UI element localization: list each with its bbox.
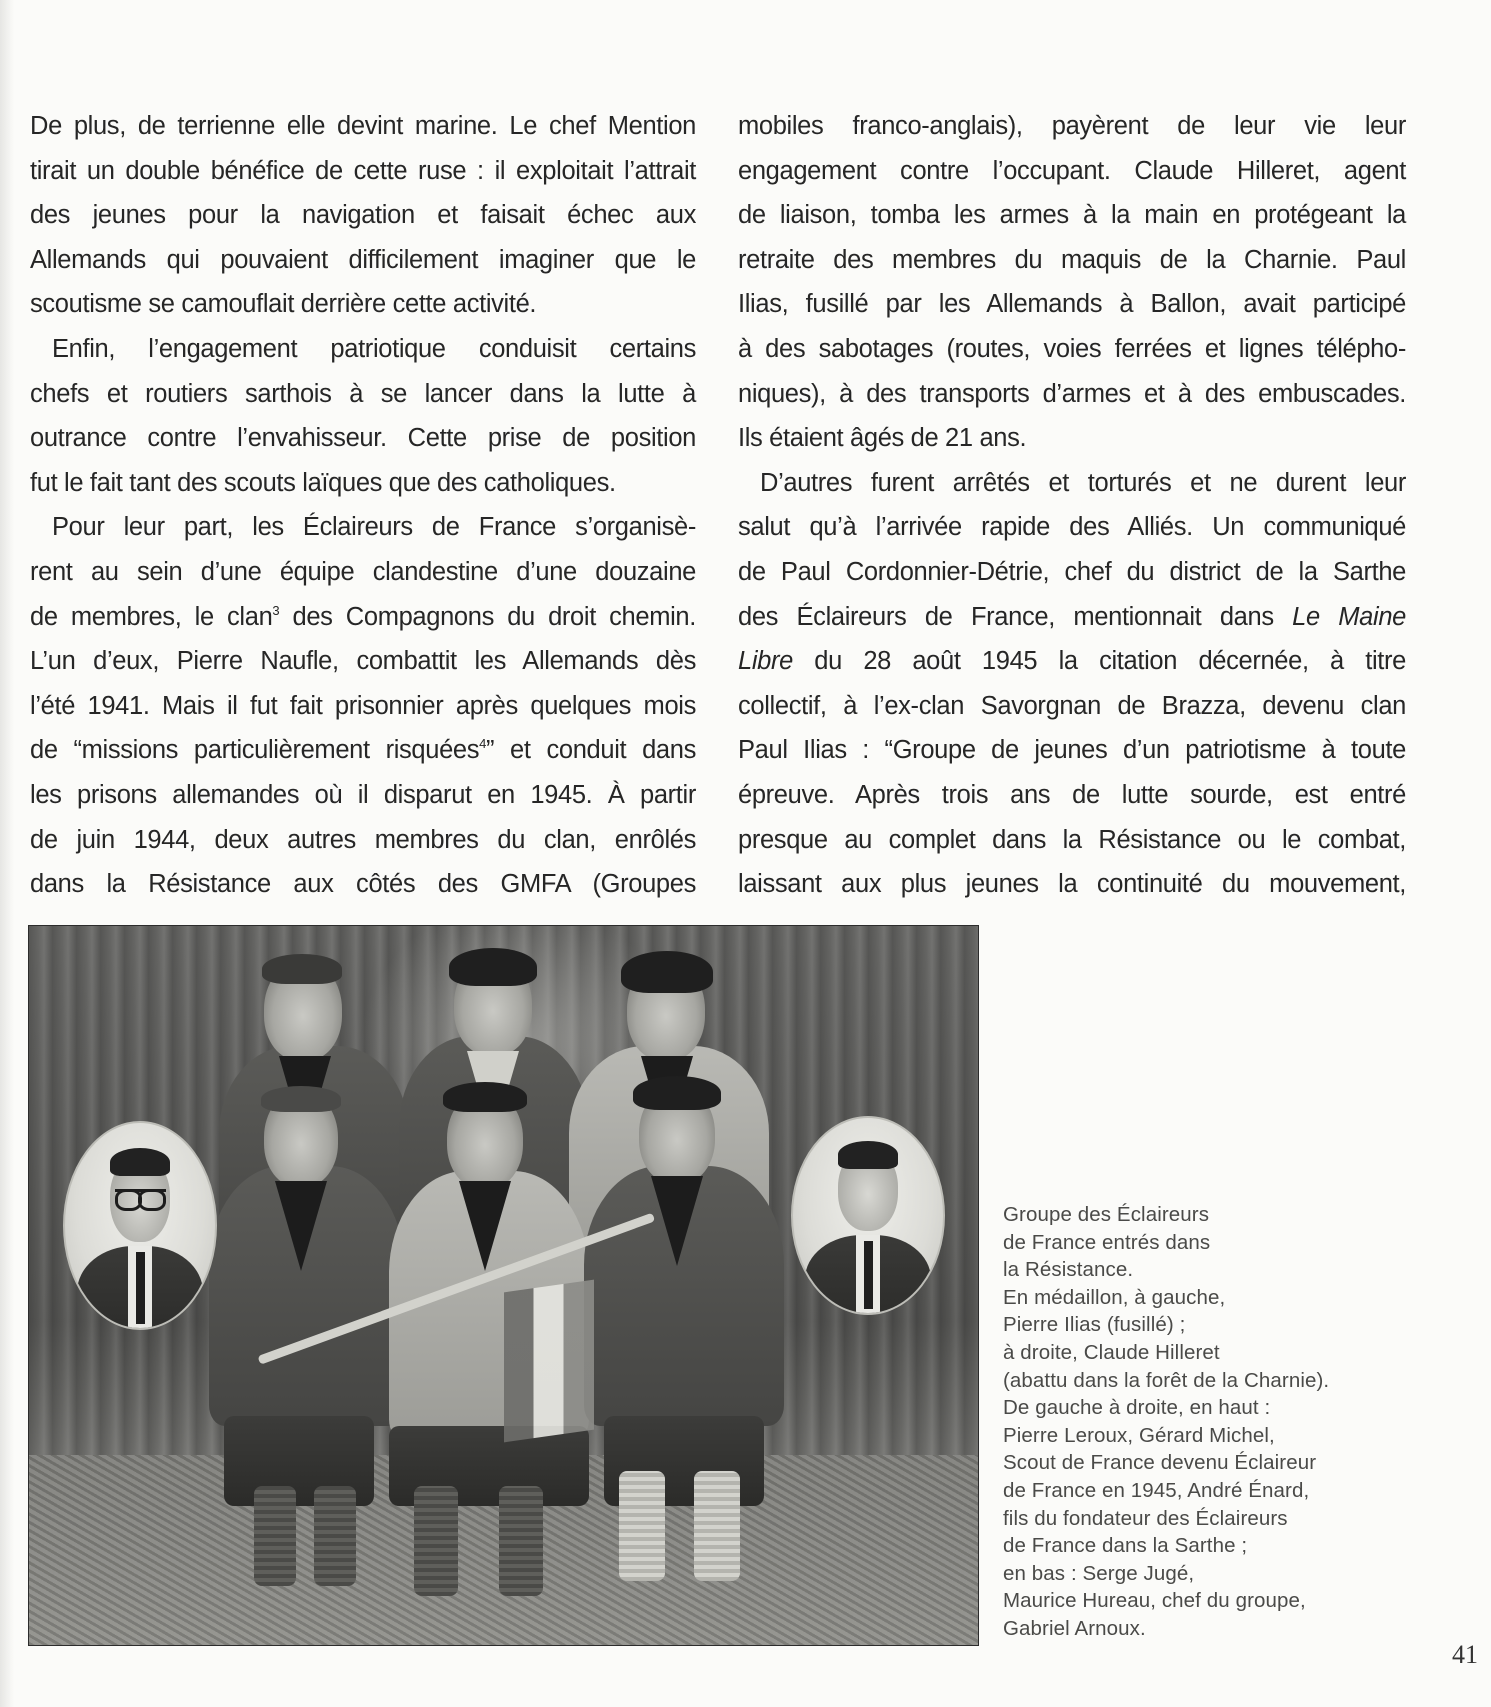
text-line: niques), à des transports d’armes et à des embuscades. [738,379,1406,408]
text-column-right [738,104,1406,907]
text-line: rent au sein d’une équipe clandestine d’une douzaine [30,557,696,586]
footnote-marker: 4 [479,736,487,752]
text-line: Allemands qui pouvaient difficilement imaginer que le [30,245,696,274]
glasses-icon [115,1189,166,1208]
caption-line: de France entrés dans [1003,1230,1211,1254]
text-line: de juin 1944, deux autres membres du clan, enrôlés [30,825,696,854]
group-photograph [28,925,979,1646]
page-number: 41 [1452,1640,1478,1669]
text-line: salut qu’à l’arrivée rapide des Alliés. Un communiqué [738,513,1406,542]
text-line: de Paul Cordonnier-Détrie, chef du district de la Sarthe [738,557,1406,586]
text-column-left [30,104,696,907]
footnote-marker: 3 [272,602,280,618]
text-line: de membres, le clan$^3$ des Compagnons du droit chemin. [30,602,696,631]
text-line: dans la Résistance aux côtés des GMFA (Groupes [30,870,696,899]
caption-line: de France dans la Sarthe ; [1003,1534,1248,1558]
caption-line: à droite, Claude Hilleret [1003,1340,1220,1364]
text-line: Ils étaient âgés de 21 ans. [738,424,1027,453]
text-line: Ilias, fusillé par les Allemands à Ballon, avait participé [738,290,1406,319]
caption-line: (abattu dans la forêt de la Charnie). [1003,1368,1330,1392]
text-line: L’un d’eux, Pierre Naufle, combattit les Allemands dès [30,647,696,676]
flag [504,1280,594,1443]
text-line: Enfin, l’engagement patriotique conduisit certains [52,334,696,363]
text-line: engagement contre l’occupant. Claude Hilleret, agent [738,156,1406,185]
text-line: les prisons allemandes où il disparut en 1945. À partir [30,780,696,809]
caption-line: la Résistance. [1003,1258,1134,1282]
caption-line: En médaillon, à gauche, [1003,1285,1226,1309]
text-line: presque au complet dans la Résistance ou le combat, [738,825,1406,854]
text-line: des jeunes pour la navigation et faisait échec aux [30,201,696,230]
newspaper-title: Le Maine [1292,602,1406,631]
newspaper-title: Libre [738,647,793,676]
text-line: à des sabotages (routes, voies ferrées et lignes télépho- [738,334,1406,363]
caption-line: Maurice Hureau, chef du groupe, [1003,1589,1306,1613]
photo-caption [1003,1201,1329,1643]
text-line: retraite des membres du maquis de la Charnie. Paul [738,245,1406,274]
text-line: laissant aux plus jeunes la continuité du mouvement, [738,870,1406,899]
medallion-left-portrait [63,1121,217,1330]
text-line: scoutisme se camouflait derrière cette activité. [30,290,537,319]
text-line: De plus, de terrienne elle devint marine. Le chef Mention [30,112,696,140]
text-line: Paul Ilias : “Groupe de jeunes d’un patriotisme à toute [738,736,1406,765]
text-line: tirait un double bénéfice de cette ruse : il exploitait l’attrait [30,156,696,185]
text-line: de liaison, tomba les armes à la main en protégeant la [738,201,1406,230]
text-line: de “missions particulièrement risquées$^4$” et conduit dans [30,736,696,765]
caption-line: de France en 1945, André Énard, [1003,1478,1310,1502]
caption-line: De gauche à droite, en haut : [1003,1396,1271,1420]
caption-line: Groupe des Éclaireurs [1003,1203,1210,1226]
text-line: des Éclaireurs de France, mentionnait dans Le Maine [738,602,1406,631]
text-line: l’été 1941. Mais il fut fait prisonnier après quelques mois [30,691,696,720]
text-line: D’autres furent arrêtés et torturés et ne durent leur [760,468,1406,497]
text-line: épreuve. Après trois ans de lutte sourde, est entré [738,780,1406,809]
caption-line: Pierre Ilias (fusillé) ; [1003,1313,1186,1337]
text-line: Pour leur part, les Éclaireurs de France s’organisè- [52,513,696,542]
caption-line: en bas : Serge Jugé, [1003,1561,1195,1585]
text-line: fut le fait tant des scouts laïques que des catholiques. [30,468,616,497]
medallion-right-portrait [791,1116,945,1315]
caption-line: Pierre Leroux, Gérard Michel, [1003,1423,1275,1447]
text-line: outrance contre l’envahisseur. Cette prise de position [30,424,696,453]
caption-line: Scout de France devenu Éclaireur [1003,1451,1317,1475]
caption-line: Gabriel Arnoux. [1003,1616,1146,1640]
page-gutter-shadow [0,0,14,1707]
text-line: chefs et routiers sarthois à se lancer dans la lutte à [30,379,696,408]
text-line: collectif, à l’ex-clan Savorgnan de Brazza, devenu clan [738,691,1406,720]
caption-line: fils du fondateur des Éclaireurs [1003,1506,1288,1530]
text-line: mobiles franco-anglais), payèrent de leur vie leur [738,112,1406,140]
text-line: Libre du 28 août 1945 la citation décernée, à titre [738,647,1406,676]
